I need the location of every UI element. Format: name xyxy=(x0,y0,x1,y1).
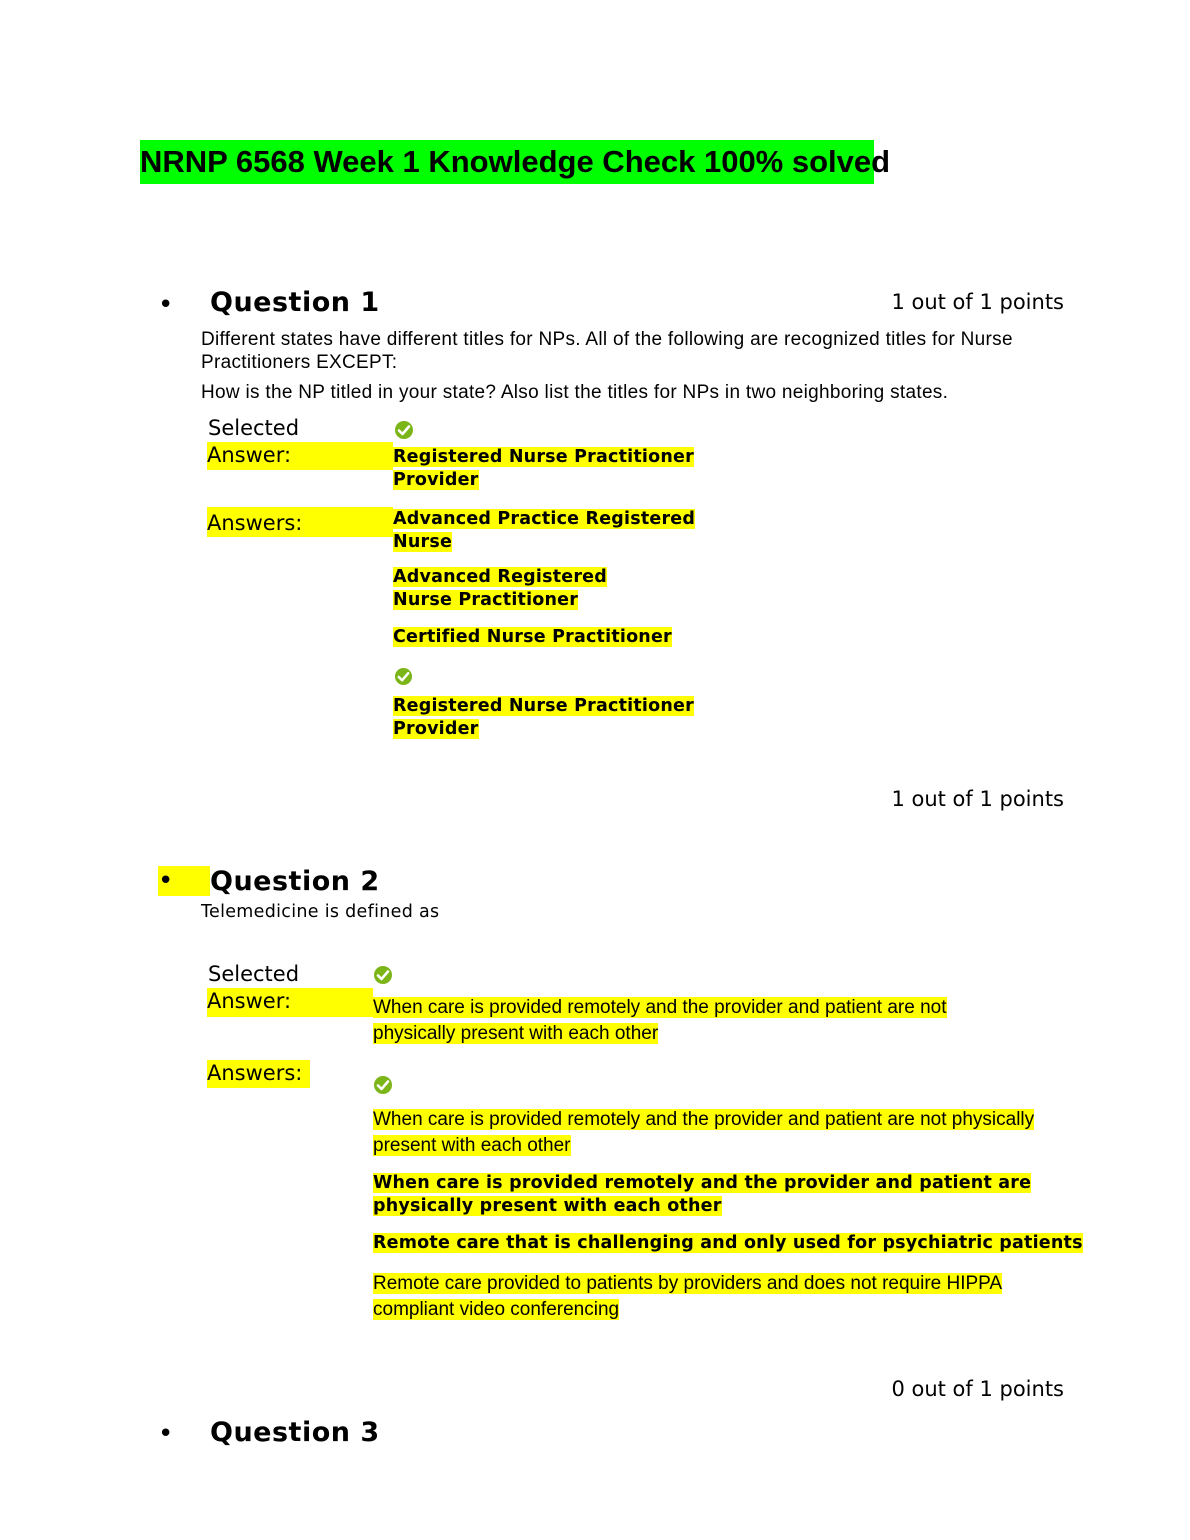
selected-answer xyxy=(373,995,947,1047)
selected-answer xyxy=(393,446,694,492)
question-1-prompt-line: Practitioners EXCEPT: xyxy=(201,352,398,373)
bullet: • xyxy=(158,866,210,896)
question-3-points: 0 out of 1 points xyxy=(891,1377,1064,1401)
answer-option-line: Remote care that is challenging and only used for psychiatric patients xyxy=(373,1233,1083,1253)
correct-check-icon xyxy=(373,965,393,985)
answer-label: Answer: xyxy=(207,442,393,470)
answer-option-line: Advanced Practice Registered xyxy=(393,509,696,529)
answer-option-correct xyxy=(373,1107,1034,1159)
selected-answer-line: physically present with each other xyxy=(373,1023,659,1044)
question-1-prompt-line: Different states have different titles for NPs. All of the following are recognized titles for Nurse xyxy=(201,329,1013,350)
answer-option-line: Nurse xyxy=(393,532,453,552)
page-title: NRNP 6568 Week 1 Knowledge Check 100% solved xyxy=(140,140,874,184)
answer-option-correct xyxy=(393,695,694,741)
answer-option xyxy=(393,566,607,612)
answer-label: Answer: xyxy=(207,988,373,1017)
correct-check-icon xyxy=(373,1075,393,1095)
bullet: • xyxy=(158,1419,174,1449)
answer-option-line: Advanced Registered xyxy=(393,567,607,587)
selected-label: Selected xyxy=(208,416,300,440)
question-2-title: Question 2 xyxy=(210,866,380,897)
answer-option-line: physically present with each other xyxy=(373,1196,722,1216)
answer-option-line: compliant video conferencing xyxy=(373,1299,620,1320)
selected-answer-line: Provider xyxy=(393,470,479,490)
answer-option-line: Registered Nurse Practitioner xyxy=(393,696,694,716)
correct-check-icon xyxy=(394,420,414,440)
answer-option xyxy=(393,508,695,554)
answer-option xyxy=(373,1232,1083,1255)
question-2-prompt: Telemedicine is defined as xyxy=(201,902,440,922)
selected-answer-line: When care is provided remotely and the provider and patient are not xyxy=(373,997,947,1018)
question-1-prompt-line: How is the NP titled in your state? Also list the titles for NPs in two neighboring states. xyxy=(201,382,949,403)
correct-check-icon xyxy=(394,667,413,686)
answer-option xyxy=(373,1271,1002,1323)
answer-option-line: present with each other xyxy=(373,1135,571,1156)
answer-option-line: When care is provided remotely and the provider and patient are not physically xyxy=(373,1109,1035,1130)
selected-answer-line: Registered Nurse Practitioner xyxy=(393,447,694,467)
answer-option-line: Nurse Practitioner xyxy=(393,590,579,610)
selected-label: Selected xyxy=(208,962,300,986)
answer-option-line: Provider xyxy=(393,719,479,739)
question-1-points: 1 out of 1 points xyxy=(891,290,1064,314)
answer-option xyxy=(393,626,672,649)
answer-option-line: Certified Nurse Practitioner xyxy=(393,627,672,647)
answer-option-line: When care is provided remotely and the provider and patient are xyxy=(373,1173,1032,1193)
answers-label: Answers: xyxy=(207,1060,310,1088)
question-2-points: 1 out of 1 points xyxy=(891,787,1064,811)
answer-option xyxy=(373,1172,1031,1218)
question-3-title: Question 3 xyxy=(210,1417,380,1448)
question-1-title: Question 1 xyxy=(210,287,380,318)
answer-option-line: Remote care provided to patients by providers and does not require HIPPA xyxy=(373,1273,1003,1294)
answers-label: Answers: xyxy=(207,507,393,537)
bullet: • xyxy=(158,290,174,320)
